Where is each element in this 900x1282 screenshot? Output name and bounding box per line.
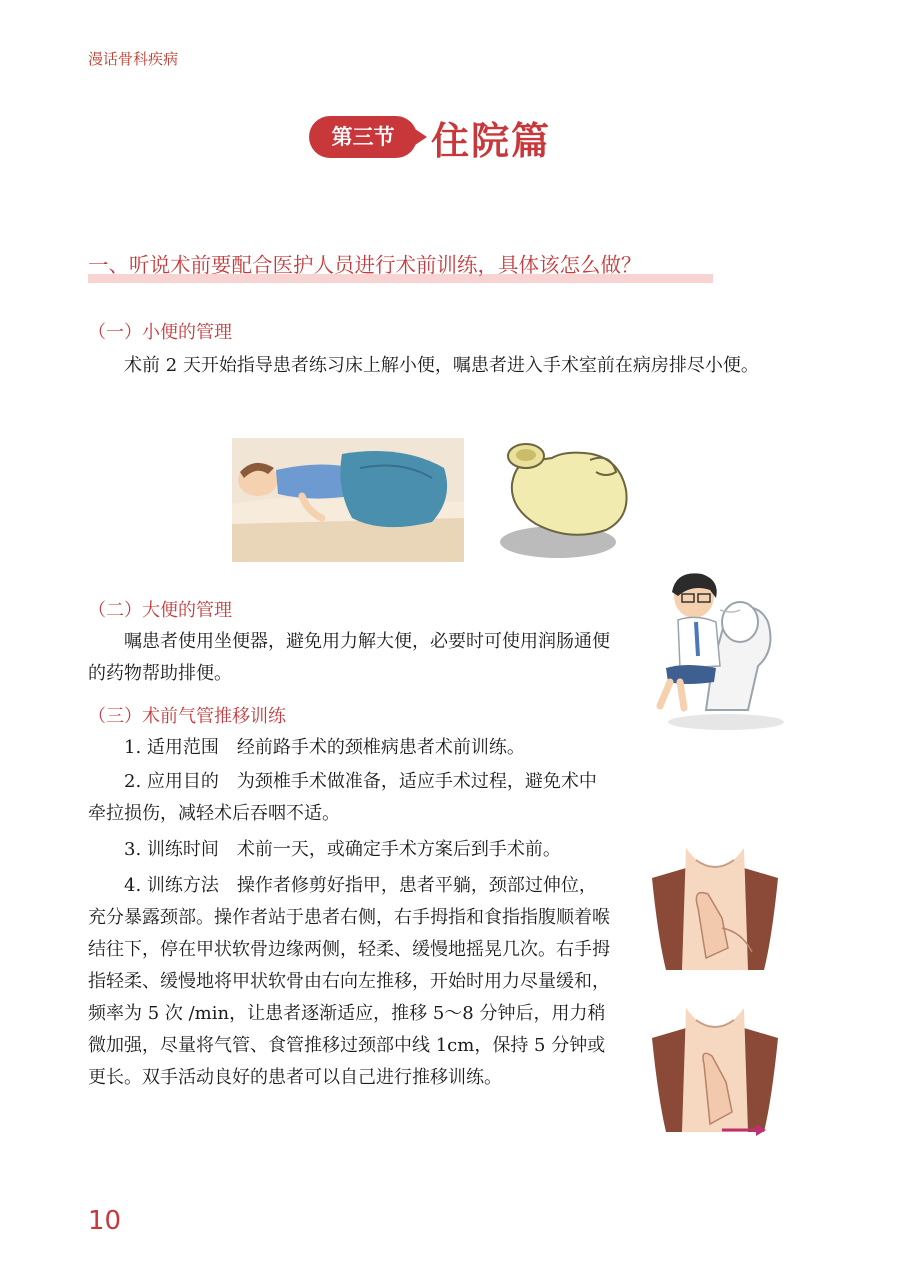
item-method-text: 操作者修剪好指甲，患者平躺，颈部过伸位，充分暴露颈部。操作者站于患者右侧，右手拇指和食指指腹顺着喉结往下，停在甲状软骨边缘两侧，轻柔、缓慢地摇晃几次。右手拇指轻柔、缓慢地将甲状软骨由右向左推移，开始时用力尽量缓和，频率为 5 次 /min，让患者逐渐适应，推移 5～8 分钟后，用力稍微加强，尽量将气管、食管推移过颈部中线 1cm，保持 5 分钟或更长。双手活动良好的患者可以自己进行推移训练。 xyxy=(88,875,610,1088)
neck-training-illustration-1 xyxy=(652,848,778,970)
item-scope-text: 经前路手术的颈椎病患者术前训练。 xyxy=(236,737,525,758)
running-header: 漫话骨科疾病 xyxy=(88,50,179,68)
item-timing-text: 术前一天，或确定手术方案后到手术前。 xyxy=(236,839,561,860)
page-number: 10 xyxy=(88,1206,122,1236)
item-purpose-text: 为颈椎手术做准备，适应手术过程，避免术中牵拉损伤，减轻术后吞咽不适。 xyxy=(88,771,597,824)
section-title: 住院篇 xyxy=(431,119,552,163)
item-timing-label: 3. 训练时间 xyxy=(124,839,219,860)
item-purpose xyxy=(88,766,610,830)
item-purpose-label: 2. 应用目的 xyxy=(124,771,219,792)
item-scope-label: 1. 适用范围 xyxy=(124,737,219,758)
bed-patient-illustration xyxy=(232,438,464,562)
subheading-defecation: （二）大便的管理 xyxy=(88,600,232,621)
item-method-label: 4. 训练方法 xyxy=(124,875,219,896)
item-method xyxy=(88,870,610,1094)
item-scope xyxy=(88,732,610,764)
paragraph-urination: 术前 2 天开始指导患者练习床上解小便，嘱患者进入手术室前在病房排尽小便。 xyxy=(124,355,759,376)
subheading-urination: （一）小便的管理 xyxy=(88,322,232,343)
question-heading: 一、听说术前要配合医护人员进行术前训练，具体该怎么做？ xyxy=(88,248,713,284)
section-label: 第三节 xyxy=(309,116,417,158)
urinal-illustration xyxy=(496,438,636,564)
item-timing xyxy=(88,834,610,866)
subheading-trachea-training: （三）术前气管推移训练 xyxy=(88,706,286,727)
paragraph-defecation: 嘱患者使用坐便器，避免用力解大便，必要时可使用润肠通便的药物帮助排便。 xyxy=(88,631,610,684)
toilet-illustration xyxy=(636,570,788,734)
neck-training-illustration-2 xyxy=(650,1008,780,1146)
section-banner xyxy=(309,108,609,168)
